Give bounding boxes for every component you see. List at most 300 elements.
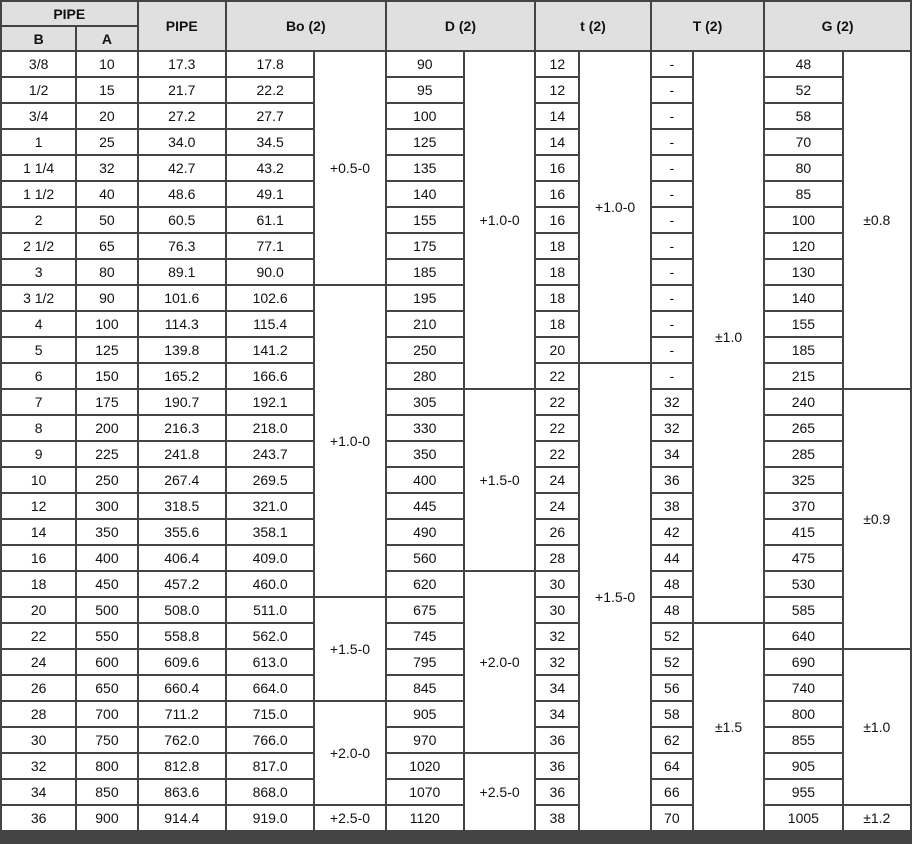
cell-t-small: 22 <box>536 390 578 414</box>
cell-pipe: 711.2 <box>139 702 225 726</box>
cell-pipe: 863.6 <box>139 780 225 804</box>
cell-b: 26 <box>2 676 75 700</box>
cell-t-big: 52 <box>652 650 692 674</box>
bo-tolerance <box>315 702 384 804</box>
table-row <box>2 624 910 648</box>
cell-d: 210 <box>387 312 463 336</box>
tolerance-minus: -0 <box>507 211 520 228</box>
cell-t-big: - <box>652 364 692 388</box>
cell-t-small: 36 <box>536 780 578 804</box>
table-row <box>2 676 910 700</box>
cell-bo: 34.5 <box>227 130 313 154</box>
cell-bo: 562.0 <box>227 624 313 648</box>
tolerance-plus: +1.5 <box>595 588 623 605</box>
cell-pipe: 914.4 <box>139 806 225 830</box>
cell-t-small: 18 <box>536 234 578 258</box>
cell-t-small: 34 <box>536 676 578 700</box>
tolerance-minus: -0 <box>357 640 371 657</box>
cell-a: 225 <box>77 442 136 466</box>
t-small-tolerance <box>580 52 649 362</box>
cell-t-small: 18 <box>536 260 578 284</box>
cell-bo: 766.0 <box>227 728 313 752</box>
cell-t-big: - <box>652 234 692 258</box>
t-big-tolerance <box>694 624 763 830</box>
header-d: D (2) <box>387 2 535 50</box>
cell-g: 52 <box>765 78 841 102</box>
cell-pipe: 812.8 <box>139 754 225 778</box>
cell-g: 285 <box>765 442 841 466</box>
cell-a: 10 <box>77 52 136 76</box>
table-row <box>2 520 910 544</box>
cell-t-big: 70 <box>652 806 692 830</box>
tolerance-minus: -0 <box>357 744 371 761</box>
t-big-tolerance <box>694 52 763 622</box>
cell-t-big: 38 <box>652 494 692 518</box>
cell-t-small: 22 <box>536 416 578 440</box>
table-row <box>2 728 910 752</box>
cell-g: 215 <box>765 364 841 388</box>
tolerance-plus: +1.5 <box>479 471 508 488</box>
cell-bo: 166.6 <box>227 364 313 388</box>
table-row <box>2 234 910 258</box>
cell-pipe: 34.0 <box>139 130 225 154</box>
table-row <box>2 156 910 180</box>
cell-t-small: 16 <box>536 182 578 206</box>
tolerance-plus: +1.0 <box>479 211 508 228</box>
cell-a: 175 <box>77 390 136 414</box>
tolerance-value: ±0.8 <box>863 212 891 228</box>
table-body <box>2 52 910 830</box>
d-tolerance <box>465 52 534 388</box>
table-row <box>2 130 910 154</box>
tolerance-minus: -0 <box>357 432 371 449</box>
cell-pipe: 267.4 <box>139 468 225 492</box>
cell-b: 4 <box>2 312 75 336</box>
cell-pipe: 406.4 <box>139 546 225 570</box>
cell-g: 855 <box>765 728 841 752</box>
cell-a: 50 <box>77 208 136 232</box>
cell-d: 330 <box>387 416 463 440</box>
cell-t-small: 28 <box>536 546 578 570</box>
tolerance-plus: +1.5 <box>329 640 358 657</box>
cell-b: 12 <box>2 494 75 518</box>
cell-a: 80 <box>77 260 136 284</box>
tolerance-minus: -0 <box>357 159 371 176</box>
cell-b: 2 <box>2 208 75 232</box>
tolerance-plus: +2.5 <box>479 783 508 800</box>
cell-b: 8 <box>2 416 75 440</box>
cell-pipe: 89.1 <box>139 260 225 284</box>
tolerance-minus: -0 <box>622 588 636 605</box>
cell-a: 300 <box>77 494 136 518</box>
cell-a: 500 <box>77 598 136 622</box>
cell-t-big: - <box>652 260 692 284</box>
cell-g: 265 <box>765 416 841 440</box>
table-row <box>2 52 910 76</box>
cell-b: 1 1/4 <box>2 156 75 180</box>
cell-t-small: 12 <box>536 78 578 102</box>
tolerance-plus: +1.0 <box>329 432 358 449</box>
cell-a: 25 <box>77 130 136 154</box>
cell-g: 690 <box>765 650 841 674</box>
cell-pipe: 216.3 <box>139 416 225 440</box>
cell-d: 560 <box>387 546 463 570</box>
cell-d: 135 <box>387 156 463 180</box>
table-row <box>2 208 910 232</box>
table-row <box>2 286 910 310</box>
cell-g: 415 <box>765 520 841 544</box>
cell-g: 325 <box>765 468 841 492</box>
cell-a: 20 <box>77 104 136 128</box>
cell-bo: 61.1 <box>227 208 313 232</box>
cell-d: 970 <box>387 728 463 752</box>
cell-pipe: 355.6 <box>139 520 225 544</box>
tolerance-value: ±1.5 <box>714 719 743 735</box>
cell-g: 80 <box>765 156 841 180</box>
cell-g: 140 <box>765 286 841 310</box>
cell-t-big: 56 <box>652 676 692 700</box>
cell-bo: 49.1 <box>227 182 313 206</box>
table-row <box>2 442 910 466</box>
table-row <box>2 546 910 570</box>
cell-t-big: - <box>652 182 692 206</box>
cell-pipe: 101.6 <box>139 286 225 310</box>
cell-d: 1120 <box>387 806 463 830</box>
cell-pipe: 114.3 <box>139 312 225 336</box>
cell-bo: 192.1 <box>227 390 313 414</box>
cell-b: 5 <box>2 338 75 362</box>
cell-g: 955 <box>765 780 841 804</box>
cell-g: 530 <box>765 572 841 596</box>
tolerance-plus: +0.5 <box>329 159 358 176</box>
cell-t-small: 34 <box>536 702 578 726</box>
cell-d: 445 <box>387 494 463 518</box>
cell-b: 22 <box>2 624 75 648</box>
cell-pipe: 558.8 <box>139 624 225 648</box>
cell-t-small: 32 <box>536 624 578 648</box>
cell-bo: 613.0 <box>227 650 313 674</box>
bo-tolerance <box>315 52 384 284</box>
cell-bo: 243.7 <box>227 442 313 466</box>
cell-d: 845 <box>387 676 463 700</box>
cell-pipe: 457.2 <box>139 572 225 596</box>
table-row <box>2 364 910 388</box>
cell-b: 1 <box>2 130 75 154</box>
cell-b: 28 <box>2 702 75 726</box>
table-row <box>2 78 910 102</box>
table-row <box>2 468 910 492</box>
cell-a: 450 <box>77 572 136 596</box>
cell-t-big: - <box>652 104 692 128</box>
cell-pipe: 48.6 <box>139 182 225 206</box>
bo-tolerance <box>315 806 384 830</box>
cell-d: 280 <box>387 364 463 388</box>
cell-pipe: 165.2 <box>139 364 225 388</box>
cell-b: 24 <box>2 650 75 674</box>
cell-t-small: 22 <box>536 364 578 388</box>
cell-b: 3/8 <box>2 52 75 76</box>
cell-t-small: 30 <box>536 598 578 622</box>
cell-t-small: 12 <box>536 52 578 76</box>
cell-pipe: 609.6 <box>139 650 225 674</box>
cell-pipe: 42.7 <box>139 156 225 180</box>
cell-bo: 90.0 <box>227 260 313 284</box>
cell-d: 95 <box>387 78 463 102</box>
cell-t-small: 18 <box>536 312 578 336</box>
cell-t-big: 34 <box>652 442 692 466</box>
cell-pipe: 660.4 <box>139 676 225 700</box>
cell-pipe: 318.5 <box>139 494 225 518</box>
d-tolerance <box>465 390 534 570</box>
table-row <box>2 702 910 726</box>
cell-g: 475 <box>765 546 841 570</box>
cell-bo: 115.4 <box>227 312 313 336</box>
tolerance-plus: +1.0 <box>595 198 623 215</box>
cell-g: 120 <box>765 234 841 258</box>
cell-pipe: 27.2 <box>139 104 225 128</box>
cell-bo: 868.0 <box>227 780 313 804</box>
cell-a: 800 <box>77 754 136 778</box>
cell-bo: 817.0 <box>227 754 313 778</box>
table-row <box>2 494 910 518</box>
cell-t-big: - <box>652 338 692 362</box>
cell-d: 905 <box>387 702 463 726</box>
cell-t-big: 62 <box>652 728 692 752</box>
cell-b: 2 1/2 <box>2 234 75 258</box>
cell-t-big: 48 <box>652 598 692 622</box>
cell-bo: 321.0 <box>227 494 313 518</box>
cell-d: 100 <box>387 104 463 128</box>
cell-t-big: 64 <box>652 754 692 778</box>
tolerance-plus: +2.5 <box>329 809 358 826</box>
cell-d: 90 <box>387 52 463 76</box>
cell-t-small: 26 <box>536 520 578 544</box>
cell-b: 1/2 <box>2 78 75 102</box>
cell-t-small: 38 <box>536 806 578 830</box>
bo-tolerance <box>315 598 384 700</box>
tolerance-value: ±1.0 <box>714 329 743 345</box>
cell-a: 100 <box>77 312 136 336</box>
cell-t-big: - <box>652 130 692 154</box>
cell-b: 34 <box>2 780 75 804</box>
cell-pipe: 762.0 <box>139 728 225 752</box>
cell-d: 195 <box>387 286 463 310</box>
cell-g: 240 <box>765 390 841 414</box>
table-row <box>2 416 910 440</box>
cell-d: 675 <box>387 598 463 622</box>
cell-g: 640 <box>765 624 841 648</box>
cell-pipe: 139.8 <box>139 338 225 362</box>
header-pipe-group: PIPE <box>2 2 137 25</box>
cell-bo: 409.0 <box>227 546 313 570</box>
header-bo: Bo (2) <box>227 2 385 50</box>
cell-t-big: 48 <box>652 572 692 596</box>
table-row <box>2 182 910 206</box>
g-tolerance <box>844 52 910 388</box>
bo-tolerance <box>315 286 384 596</box>
cell-t-big: 58 <box>652 702 692 726</box>
g-tolerance <box>844 806 910 830</box>
cell-bo: 141.2 <box>227 338 313 362</box>
cell-a: 150 <box>77 364 136 388</box>
cell-bo: 27.7 <box>227 104 313 128</box>
cell-t-big: 42 <box>652 520 692 544</box>
cell-d: 1020 <box>387 754 463 778</box>
cell-t-small: 22 <box>536 442 578 466</box>
cell-t-small: 16 <box>536 208 578 232</box>
cell-a: 350 <box>77 520 136 544</box>
tolerance-minus: -0 <box>507 653 520 670</box>
cell-b: 6 <box>2 364 75 388</box>
cell-pipe: 241.8 <box>139 442 225 466</box>
cell-g: 585 <box>765 598 841 622</box>
cell-g: 185 <box>765 338 841 362</box>
cell-g: 740 <box>765 676 841 700</box>
cell-t-big: 32 <box>652 390 692 414</box>
cell-d: 1070 <box>387 780 463 804</box>
table-row <box>2 780 910 804</box>
cell-a: 900 <box>77 806 136 830</box>
header-pipe: PIPE <box>139 2 225 50</box>
cell-bo: 664.0 <box>227 676 313 700</box>
cell-g: 905 <box>765 754 841 778</box>
cell-a: 32 <box>77 156 136 180</box>
cell-bo: 919.0 <box>227 806 313 830</box>
cell-a: 850 <box>77 780 136 804</box>
table-row <box>2 312 910 336</box>
header-t-big: T (2) <box>652 2 763 50</box>
cell-a: 65 <box>77 234 136 258</box>
cell-b: 30 <box>2 728 75 752</box>
tolerance-minus: -0 <box>507 471 520 488</box>
cell-a: 125 <box>77 338 136 362</box>
cell-t-small: 14 <box>536 130 578 154</box>
cell-b: 3 1/2 <box>2 286 75 310</box>
table-row <box>2 572 910 596</box>
g-tolerance <box>844 390 910 648</box>
cell-pipe: 60.5 <box>139 208 225 232</box>
cell-bo: 460.0 <box>227 572 313 596</box>
header-b: B <box>2 27 75 50</box>
cell-g: 370 <box>765 494 841 518</box>
cell-t-small: 32 <box>536 650 578 674</box>
cell-d: 185 <box>387 260 463 284</box>
header-g: G (2) <box>765 2 910 50</box>
cell-t-big: 32 <box>652 416 692 440</box>
t-small-tolerance <box>580 364 649 830</box>
cell-g: 130 <box>765 260 841 284</box>
cell-b: 1 1/2 <box>2 182 75 206</box>
cell-a: 15 <box>77 78 136 102</box>
cell-pipe: 17.3 <box>139 52 225 76</box>
cell-t-big: 36 <box>652 468 692 492</box>
cell-t-small: 36 <box>536 754 578 778</box>
cell-b: 32 <box>2 754 75 778</box>
cell-d: 490 <box>387 520 463 544</box>
cell-a: 700 <box>77 702 136 726</box>
cell-a: 200 <box>77 416 136 440</box>
cell-b: 18 <box>2 572 75 596</box>
tolerance-plus: +2.0 <box>329 744 358 761</box>
cell-g: 85 <box>765 182 841 206</box>
cell-t-big: 66 <box>652 780 692 804</box>
cell-bo: 269.5 <box>227 468 313 492</box>
cell-b: 7 <box>2 390 75 414</box>
d-tolerance <box>465 572 534 752</box>
cell-bo: 17.8 <box>227 52 313 76</box>
cell-pipe: 76.3 <box>139 234 225 258</box>
tolerance-value: ±1.2 <box>863 810 891 826</box>
cell-b: 36 <box>2 806 75 830</box>
table-row <box>2 598 910 622</box>
tolerance-plus: +2.0 <box>479 653 508 670</box>
cell-d: 125 <box>387 130 463 154</box>
table-row <box>2 104 910 128</box>
cell-t-small: 18 <box>536 286 578 310</box>
cell-bo: 77.1 <box>227 234 313 258</box>
cell-t-big: - <box>652 78 692 102</box>
cell-t-big: - <box>652 52 692 76</box>
cell-t-small: 24 <box>536 468 578 492</box>
header-t-small: t (2) <box>536 2 650 50</box>
cell-d: 350 <box>387 442 463 466</box>
tolerance-minus: -0 <box>622 198 636 215</box>
cell-t-big: - <box>652 208 692 232</box>
cell-b: 10 <box>2 468 75 492</box>
cell-g: 58 <box>765 104 841 128</box>
cell-g: 800 <box>765 702 841 726</box>
cell-t-small: 30 <box>536 572 578 596</box>
cell-a: 750 <box>77 728 136 752</box>
tolerance-minus: -0 <box>357 809 371 826</box>
cell-d: 305 <box>387 390 463 414</box>
cell-t-small: 20 <box>536 338 578 362</box>
cell-b: 20 <box>2 598 75 622</box>
table-row <box>2 260 910 284</box>
cell-a: 250 <box>77 468 136 492</box>
cell-g: 48 <box>765 52 841 76</box>
header-a: A <box>77 27 136 50</box>
cell-a: 600 <box>77 650 136 674</box>
cell-t-big: 52 <box>652 624 692 648</box>
cell-d: 140 <box>387 182 463 206</box>
cell-t-big: - <box>652 286 692 310</box>
table-row <box>2 806 910 830</box>
table-row <box>2 754 910 778</box>
cell-b: 3 <box>2 260 75 284</box>
cell-t-big: - <box>652 312 692 336</box>
table-row <box>2 650 910 674</box>
cell-d: 155 <box>387 208 463 232</box>
cell-b: 3/4 <box>2 104 75 128</box>
cell-a: 650 <box>77 676 136 700</box>
cell-a: 40 <box>77 182 136 206</box>
cell-g: 100 <box>765 208 841 232</box>
cell-pipe: 508.0 <box>139 598 225 622</box>
cell-bo: 715.0 <box>227 702 313 726</box>
tolerance-minus: -0 <box>507 783 520 800</box>
g-tolerance <box>844 650 910 804</box>
cell-d: 745 <box>387 624 463 648</box>
cell-b: 14 <box>2 520 75 544</box>
table-row <box>2 338 910 362</box>
cell-g: 155 <box>765 312 841 336</box>
tolerance-value: ±1.0 <box>863 719 891 735</box>
cell-t-small: 24 <box>536 494 578 518</box>
cell-g: 70 <box>765 130 841 154</box>
table-row <box>2 390 910 414</box>
cell-a: 400 <box>77 546 136 570</box>
